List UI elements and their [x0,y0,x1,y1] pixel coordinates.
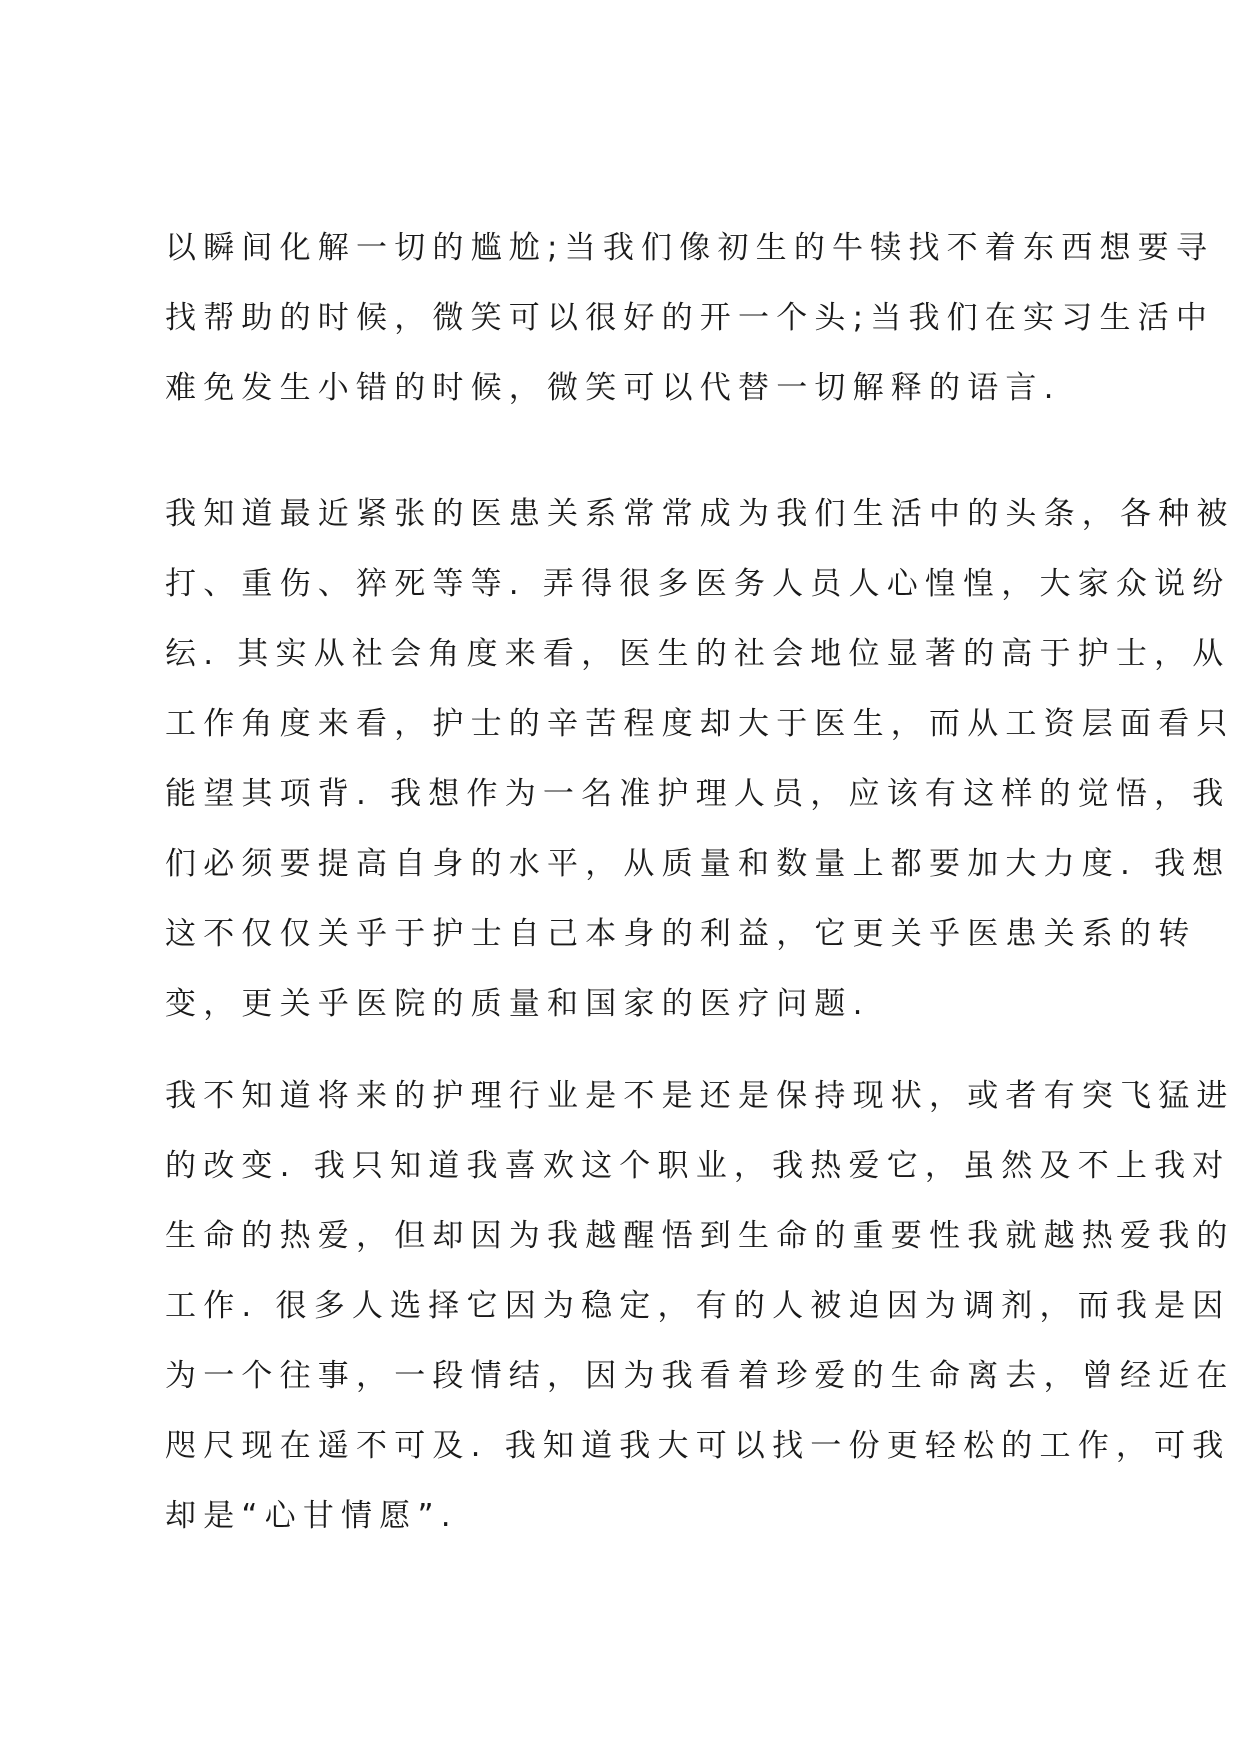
paragraph-2 [165,479,1235,1039]
text-line: 工作. 很多人选择它因为稳定，有的人被迫因为调剂，而我是因 [165,1288,1231,1324]
text-line: 难免发生小错的时候，微笑可以代替一切解释的语言. [165,370,1061,406]
text-line: 工作角度来看，护士的辛苦程度却大于医生，而从工资层面看只 [165,706,1235,742]
text-line: 的改变. 我只知道我喜欢这个职业，我热爱它，虽然及不上我对 [165,1148,1231,1184]
text-line: 变，更关乎医院的质量和国家的医疗问题. [165,986,870,1022]
text-line: 却是“心甘情愿”. [165,1498,458,1534]
text-line: 以瞬间化解一切的尴尬;当我们像初生的牛犊找不着东西想要寻 [165,230,1215,266]
text-line: 我不知道将来的护理行业是不是还是保持现状，或者有突飞猛进 [165,1078,1235,1114]
text-line: 生命的热爱，但却因为我越醒悟到生命的重要性我就越热爱我的 [165,1218,1235,1254]
paragraph-1 [165,213,1215,423]
text-line: 为一个往事，一段情结，因为我看着珍爱的生命离去，曾经近在 [165,1358,1235,1394]
text-line: 这不仅仅关乎于护士自己本身的利益，它更关乎医患关系的转 [165,916,1197,952]
text-line: 能望其项背. 我想作为一名准护理人员，应该有这样的觉悟，我 [165,776,1231,812]
text-line: 找帮助的时候，微笑可以很好的开一个头;当我们在实习生活中 [165,300,1215,336]
text-line: 纭. 其实从社会角度来看，医生的社会地位显著的高于护士，从 [165,636,1231,672]
text-line: 咫尺现在遥不可及. 我知道我大可以找一份更轻松的工作，可我 [165,1428,1231,1464]
text-line: 打、重伤、猝死等等. 弄得很多医务人员人心惶惶，大家众说纷 [165,566,1231,602]
text-line: 我知道最近紧张的医患关系常常成为我们生活中的头条，各种被 [165,496,1235,532]
paragraph-3 [165,1061,1235,1551]
text-line: 们必须要提高自身的水平，从质量和数量上都要加大力度. 我想 [165,846,1231,882]
